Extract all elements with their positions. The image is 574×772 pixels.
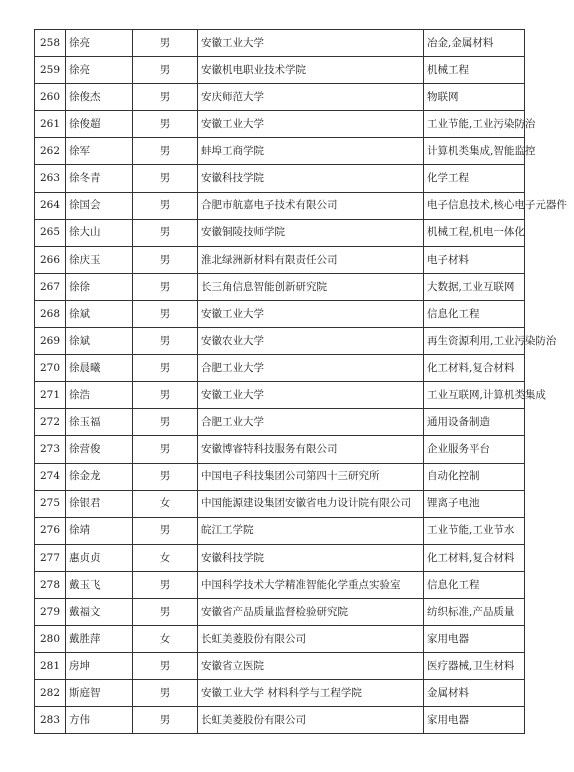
table-row	[35, 111, 525, 138]
row-number-cell: 264	[35, 192, 66, 219]
table-row	[35, 653, 525, 680]
row-number-cell: 271	[35, 382, 66, 409]
person-name-cell: 戴胜萍	[66, 626, 133, 653]
table-row	[35, 138, 525, 165]
gender-cell: 男	[133, 517, 198, 544]
person-name-cell: 徐徐	[66, 273, 133, 300]
row-number-cell: 278	[35, 571, 66, 598]
expertise-field-cell: 化工材料,复合材料	[424, 544, 525, 571]
gender-cell: 男	[133, 571, 198, 598]
expertise-field-cell: 锂离子电池	[424, 490, 525, 517]
row-number-cell: 268	[35, 300, 66, 327]
expertise-field-cell: 计算机类集成,智能监控	[424, 138, 525, 165]
expertise-field-cell: 工业节能,工业污染防治	[424, 111, 525, 138]
organization-cell: 合肥工业大学	[198, 355, 424, 382]
table-row	[35, 165, 525, 192]
table-row	[35, 382, 525, 409]
row-number-cell: 265	[35, 219, 66, 246]
organization-cell: 合肥市航嘉电子技术有限公司	[198, 192, 424, 219]
person-name-cell: 徐大山	[66, 219, 133, 246]
gender-cell: 男	[133, 111, 198, 138]
person-name-cell: 徐斌	[66, 328, 133, 355]
organization-cell: 安徽农业大学	[198, 328, 424, 355]
gender-cell: 男	[133, 300, 198, 327]
organization-cell: 中国能源建设集团安徽省电力设计院有限公司	[198, 490, 424, 517]
table-row	[35, 30, 525, 57]
table-row	[35, 571, 525, 598]
person-name-cell: 徐亮	[66, 57, 133, 84]
gender-cell: 男	[133, 138, 198, 165]
person-name-cell: 徐斌	[66, 300, 133, 327]
table-row	[35, 328, 525, 355]
row-number-cell: 263	[35, 165, 66, 192]
organization-cell: 安徽工业大学	[198, 111, 424, 138]
expertise-field-cell: 机械工程	[424, 57, 525, 84]
gender-cell: 男	[133, 192, 198, 219]
person-name-cell: 徐晨曦	[66, 355, 133, 382]
gender-cell: 男	[133, 598, 198, 625]
row-number-cell: 267	[35, 273, 66, 300]
row-number-cell: 266	[35, 246, 66, 273]
expertise-field-cell: 纺织标准,产品质量	[424, 598, 525, 625]
gender-cell: 男	[133, 328, 198, 355]
row-number-cell: 281	[35, 653, 66, 680]
table-row	[35, 355, 525, 382]
table-row	[35, 192, 525, 219]
table-row	[35, 57, 525, 84]
gender-cell: 男	[133, 463, 198, 490]
expert-roster-table	[34, 29, 567, 734]
person-name-cell: 徐亮	[66, 30, 133, 57]
organization-cell: 长虹美菱股份有限公司	[198, 626, 424, 653]
row-number-cell: 272	[35, 409, 66, 436]
table-row	[35, 409, 525, 436]
expertise-field-cell: 金属材料	[424, 680, 525, 707]
table-row	[35, 626, 525, 653]
person-name-cell: 戴玉飞	[66, 571, 133, 598]
gender-cell: 男	[133, 436, 198, 463]
gender-cell: 男	[133, 382, 198, 409]
expertise-field-cell: 工业互联网,计算机类集成	[424, 382, 525, 409]
person-name-cell: 房坤	[66, 653, 133, 680]
organization-cell: 安徽铜陵技师学院	[198, 219, 424, 246]
table-row	[35, 680, 525, 707]
expertise-field-cell: 物联网	[424, 84, 525, 111]
row-number-cell: 259	[35, 57, 66, 84]
row-number-cell: 277	[35, 544, 66, 571]
organization-cell: 安徽工业大学 材料科学与工程学院	[198, 680, 424, 707]
expertise-field-cell: 工业节能,工业节水	[424, 517, 525, 544]
gender-cell: 男	[133, 165, 198, 192]
gender-cell: 男	[133, 57, 198, 84]
table-row	[35, 436, 525, 463]
gender-cell: 女	[133, 490, 198, 517]
table-row	[35, 219, 525, 246]
organization-cell: 安徽博睿特科技服务有限公司	[198, 436, 424, 463]
expertise-field-cell: 医疗器械,卫生材料	[424, 653, 525, 680]
row-number-cell: 261	[35, 111, 66, 138]
table-row	[35, 490, 525, 517]
gender-cell: 男	[133, 246, 198, 273]
expertise-field-cell: 大数据,工业互联网	[424, 273, 525, 300]
table-row	[35, 84, 525, 111]
organization-cell: 中国电子科技集团公司第四十三研究所	[198, 463, 424, 490]
table-row	[35, 707, 525, 734]
person-name-cell: 惠贞贞	[66, 544, 133, 571]
person-name-cell: 徐庆玉	[66, 246, 133, 273]
row-number-cell: 269	[35, 328, 66, 355]
gender-cell: 女	[133, 544, 198, 571]
person-name-cell: 徐俊超	[66, 111, 133, 138]
expertise-field-cell: 电子信息技术,核心电子元器件	[424, 192, 525, 219]
row-number-cell: 260	[35, 84, 66, 111]
gender-cell: 男	[133, 273, 198, 300]
organization-cell: 安徽科技学院	[198, 544, 424, 571]
table-row	[35, 273, 525, 300]
expertise-field-cell: 家用电器	[424, 626, 525, 653]
row-number-cell: 274	[35, 463, 66, 490]
expertise-field-cell: 自动化控制	[424, 463, 525, 490]
gender-cell: 男	[133, 680, 198, 707]
person-name-cell: 方伟	[66, 707, 133, 734]
row-number-cell: 283	[35, 707, 66, 734]
table-row	[35, 517, 525, 544]
person-name-cell: 徐国会	[66, 192, 133, 219]
person-name-cell: 徐营俊	[66, 436, 133, 463]
gender-cell: 女	[133, 626, 198, 653]
row-number-cell: 273	[35, 436, 66, 463]
row-number-cell: 270	[35, 355, 66, 382]
person-name-cell: 徐军	[66, 138, 133, 165]
row-number-cell: 276	[35, 517, 66, 544]
expertise-field-cell: 冶金,金属材料	[424, 30, 525, 57]
expertise-field-cell: 通用设备制造	[424, 409, 525, 436]
expertise-field-cell: 信息化工程	[424, 300, 525, 327]
expertise-field-cell: 电子材料	[424, 246, 525, 273]
row-number-cell: 280	[35, 626, 66, 653]
person-name-cell: 徐玉福	[66, 409, 133, 436]
row-number-cell: 262	[35, 138, 66, 165]
organization-cell: 皖江工学院	[198, 517, 424, 544]
row-number-cell: 275	[35, 490, 66, 517]
person-name-cell: 徐银君	[66, 490, 133, 517]
organization-cell: 安徽省立医院	[198, 653, 424, 680]
row-number-cell: 258	[35, 30, 66, 57]
roster-body	[35, 30, 567, 734]
organization-cell: 安徽省产品质量监督检验研究院	[198, 598, 424, 625]
gender-cell: 男	[133, 409, 198, 436]
gender-cell: 男	[133, 219, 198, 246]
organization-cell: 安徽工业大学	[198, 30, 424, 57]
organization-cell: 安徽机电职业技术学院	[198, 57, 424, 84]
gender-cell: 男	[133, 355, 198, 382]
organization-cell: 安徽工业大学	[198, 300, 424, 327]
organization-cell: 合肥工业大学	[198, 409, 424, 436]
organization-cell: 蚌埠工商学院	[198, 138, 424, 165]
gender-cell: 男	[133, 707, 198, 734]
gender-cell: 男	[133, 84, 198, 111]
organization-cell: 长三角信息智能创新研究院	[198, 273, 424, 300]
expertise-field-cell: 信息化工程	[424, 571, 525, 598]
table-row	[35, 246, 525, 273]
person-name-cell: 戴福文	[66, 598, 133, 625]
organization-cell: 中国科学技术大学精准智能化学重点实验室	[198, 571, 424, 598]
row-number-cell: 282	[35, 680, 66, 707]
row-number-cell: 279	[35, 598, 66, 625]
expertise-field-cell: 企业服务平台	[424, 436, 525, 463]
person-name-cell: 斯庭智	[66, 680, 133, 707]
organization-cell: 长虹美菱股份有限公司	[198, 707, 424, 734]
organization-cell: 淮北绿洲新材料有限责任公司	[198, 246, 424, 273]
person-name-cell: 徐浩	[66, 382, 133, 409]
person-name-cell: 徐靖	[66, 517, 133, 544]
table-row	[35, 300, 525, 327]
table-row	[35, 544, 525, 571]
expertise-field-cell: 家用电器	[424, 707, 525, 734]
gender-cell: 男	[133, 653, 198, 680]
expertise-field-cell: 化工材料,复合材料	[424, 355, 525, 382]
organization-cell: 安徽工业大学	[198, 382, 424, 409]
table-row	[35, 598, 525, 625]
organization-cell: 安徽科技学院	[198, 165, 424, 192]
organization-cell: 安庆师范大学	[198, 84, 424, 111]
expertise-field-cell: 机械工程,机电一体化	[424, 219, 525, 246]
table-row	[35, 463, 525, 490]
person-name-cell: 徐金龙	[66, 463, 133, 490]
expertise-field-cell: 化学工程	[424, 165, 525, 192]
person-name-cell: 徐冬青	[66, 165, 133, 192]
gender-cell: 男	[133, 30, 198, 57]
expertise-field-cell: 再生资源利用,工业污染防治	[424, 328, 525, 355]
person-name-cell: 徐俊杰	[66, 84, 133, 111]
